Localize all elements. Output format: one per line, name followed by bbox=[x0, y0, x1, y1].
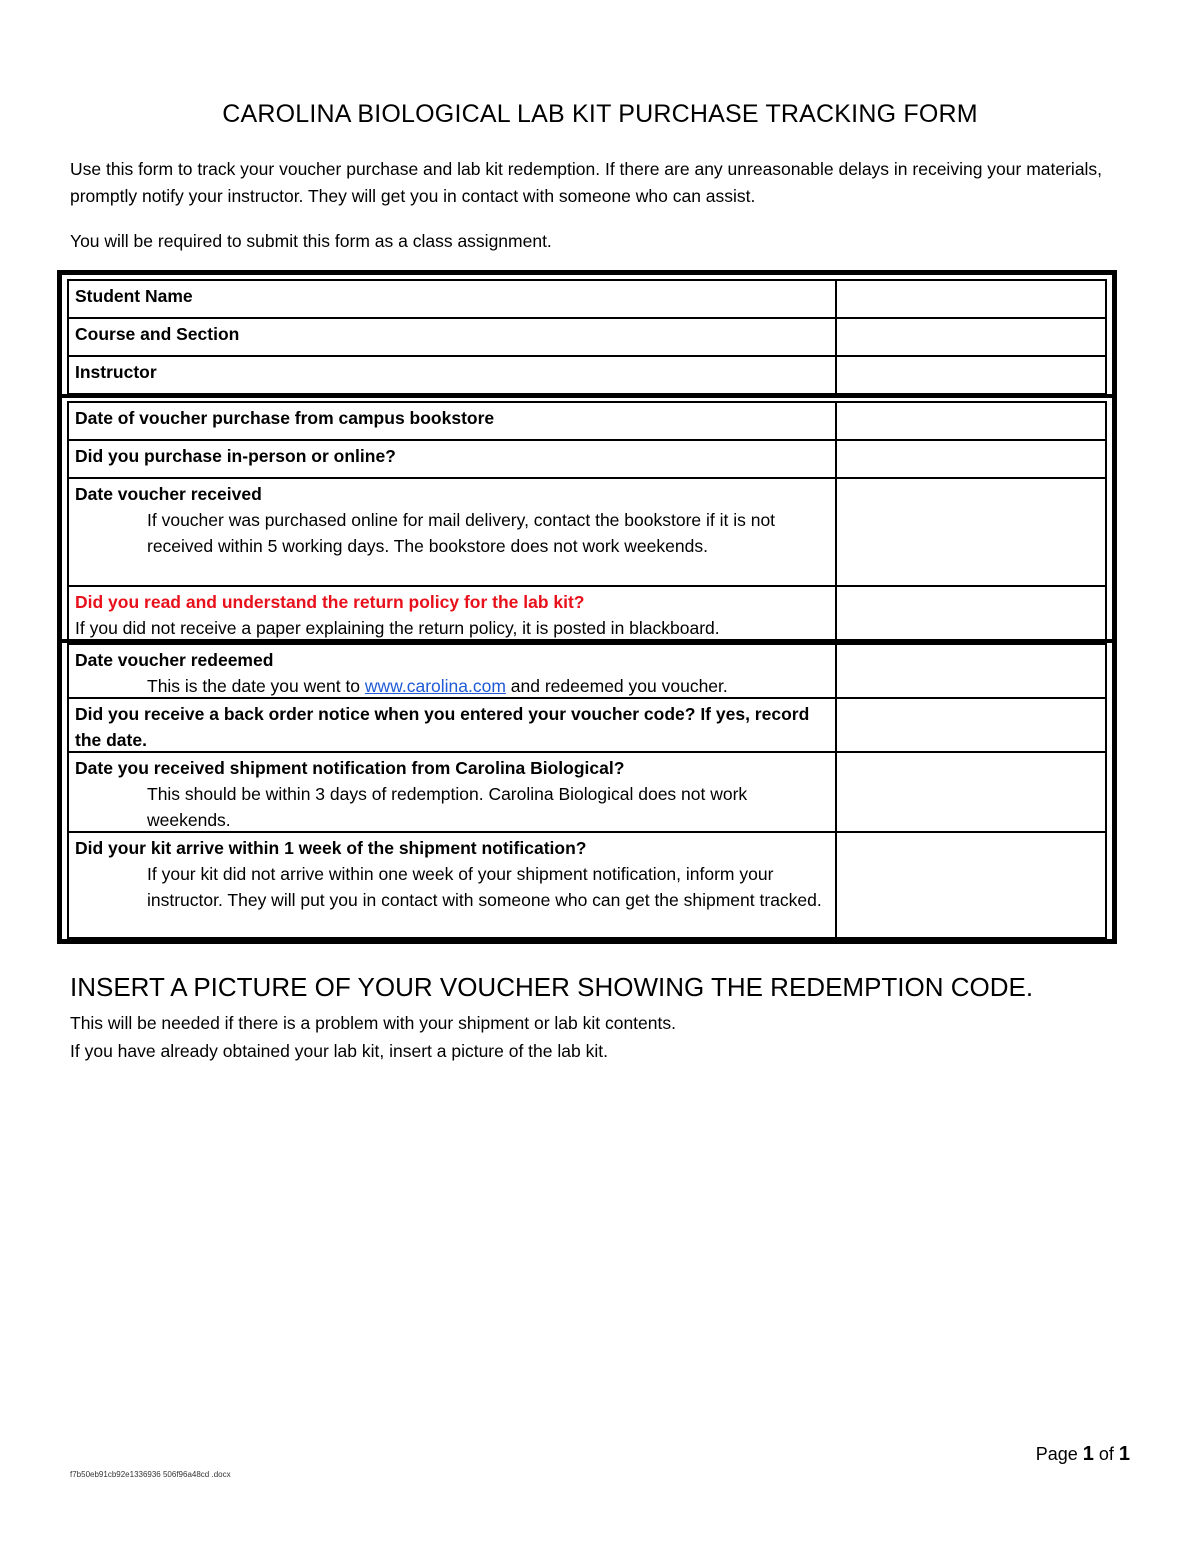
instructor-label: Instructor bbox=[75, 362, 157, 382]
table-row bbox=[62, 401, 1112, 441]
label-cell bbox=[67, 279, 837, 319]
voucher-received-note: If voucher was purchased online for mail delivery, contact the bookstore if it is not received within 5 working days. The bookstore does not work weekends. bbox=[147, 510, 776, 556]
intro-paragraph: Use this form to track your voucher purchase and lab kit redemption. If there are any unreasonable delays in receiving your materials, promptly notify your instructor. They will get you in contact with someone who can assist. bbox=[70, 159, 1103, 206]
file-code: f7b50eb91cb92e1336936 506f96a48cd .docx bbox=[70, 1470, 231, 1479]
carolina-website-link[interactable]: www.carolina.com bbox=[364, 676, 506, 696]
course-section-field[interactable] bbox=[837, 317, 1107, 357]
table-row bbox=[62, 697, 1112, 753]
page-prefix: Page bbox=[1035, 1444, 1083, 1464]
kit-arrival-label: Did your kit arrive within 1 week of the shipment notification? bbox=[75, 838, 587, 858]
label-cell bbox=[67, 401, 837, 441]
table-row bbox=[62, 585, 1112, 641]
page-title: CAROLINA BIOLOGICAL LAB KIT PURCHASE TRACKING FORM bbox=[222, 100, 978, 128]
return-policy-label: Did you read and understand the return policy for the lab kit? bbox=[75, 592, 585, 612]
voucher-purchase-date-label: Date of voucher purchase from campus bookstore bbox=[75, 408, 495, 428]
return-policy-note: If you did not receive a paper explaining the return policy, it is posted in blackboard. bbox=[75, 618, 720, 638]
section-divider bbox=[62, 394, 1112, 398]
label-cell bbox=[67, 439, 837, 479]
voucher-purchase-date-field[interactable] bbox=[837, 401, 1107, 441]
page-current: 1 bbox=[1082, 1443, 1094, 1465]
page-of: of bbox=[1093, 1444, 1119, 1464]
purchase-method-field[interactable] bbox=[837, 439, 1107, 479]
back-order-label: Did you receive a back order notice when you entered your voucher code? If yes, record the date. bbox=[75, 704, 810, 750]
shipment-notification-field[interactable] bbox=[837, 751, 1107, 833]
page-number bbox=[1036, 1443, 1130, 1466]
label-cell bbox=[67, 751, 837, 833]
back-order-field[interactable] bbox=[837, 697, 1107, 753]
label-cell bbox=[67, 697, 837, 753]
voucher-redeemed-field[interactable] bbox=[837, 643, 1107, 699]
voucher-redeemed-note bbox=[75, 673, 829, 699]
insert-note-1: This will be needed if there is a problem with your shipment or lab kit contents. bbox=[70, 1013, 676, 1033]
course-section-label: Course and Section bbox=[75, 324, 240, 344]
table-row bbox=[62, 477, 1112, 587]
table-row bbox=[62, 439, 1112, 479]
label-cell bbox=[67, 643, 837, 699]
table-row bbox=[62, 317, 1112, 357]
page-total: 1 bbox=[1118, 1443, 1130, 1465]
voucher-redeemed-note-end: and redeemed you voucher. bbox=[505, 676, 728, 696]
return-policy-field[interactable] bbox=[837, 585, 1107, 641]
instructor-field[interactable] bbox=[837, 355, 1107, 395]
table-row bbox=[62, 279, 1112, 319]
insert-note-2: If you have already obtained your lab kit, insert a picture of the lab kit. bbox=[70, 1041, 608, 1061]
requirement-paragraph: You will be required to submit this form as a class assignment. bbox=[70, 231, 552, 251]
kit-arrival-note: If your kit did not arrive within one week of your shipment notification, inform your instructor. They will put you in contact with someone who can get the shipment tracked. bbox=[147, 864, 822, 910]
label-cell bbox=[67, 317, 837, 357]
insert-picture-heading: INSERT A PICTURE OF YOUR VOUCHER SHOWING THE REDEMPTION CODE. bbox=[70, 972, 1034, 1002]
voucher-redeemed-label: Date voucher redeemed bbox=[75, 650, 274, 670]
purchase-method-label: Did you purchase in-person or online? bbox=[75, 446, 396, 466]
table-row bbox=[62, 355, 1112, 395]
tracking-form-table bbox=[57, 270, 1117, 944]
voucher-redeemed-note-start: This is the date you went to bbox=[147, 676, 365, 696]
table-row bbox=[62, 831, 1112, 939]
label-cell bbox=[67, 831, 837, 939]
student-name-field[interactable] bbox=[837, 279, 1107, 319]
label-cell bbox=[67, 355, 837, 395]
voucher-received-label: Date voucher received bbox=[75, 484, 262, 504]
student-name-label: Student Name bbox=[75, 286, 193, 306]
shipment-notification-label: Date you received shipment notification from Carolina Biological? bbox=[75, 758, 625, 778]
label-cell bbox=[67, 477, 837, 587]
table-row bbox=[62, 643, 1112, 699]
table-row bbox=[62, 751, 1112, 833]
voucher-received-field[interactable] bbox=[837, 477, 1107, 587]
kit-arrival-field[interactable] bbox=[837, 831, 1107, 939]
label-cell bbox=[67, 585, 837, 641]
shipment-notification-note: This should be within 3 days of redemption. Carolina Biological does not work weekends. bbox=[147, 784, 748, 830]
